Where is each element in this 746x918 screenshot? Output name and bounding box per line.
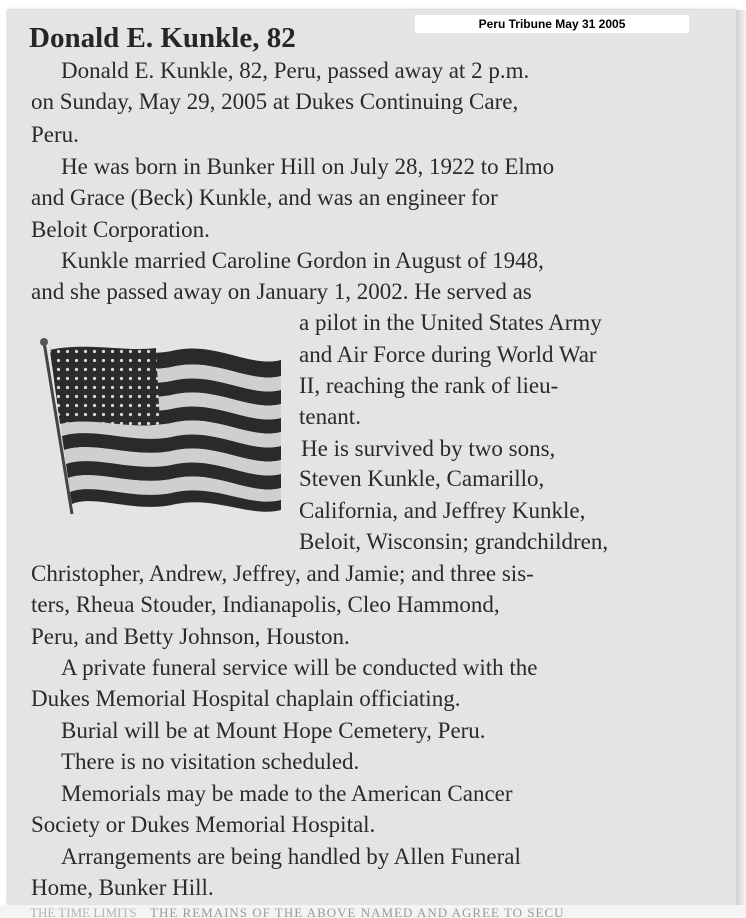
body-line: Beloit, Wisconsin; grandchildren,	[299, 529, 609, 554]
body-line: ters, Rheua Stouder, Indianapolis, Cleo Hammond,	[31, 592, 500, 617]
body-line: Home, Bunker Hill.	[31, 875, 214, 900]
body-line: Beloit Corporation.	[31, 217, 210, 242]
body-line: Christopher, Andrew, Jeffrey, and Jamie; and three sis-	[31, 561, 534, 586]
source-caption: Peru Tribune May 31 2005	[415, 15, 689, 33]
american-flag-icon	[36, 338, 286, 518]
body-line: Burial will be at Mount Hope Cemetery, Peru.	[61, 718, 486, 743]
body-line: II, reaching the rank of lieu-	[299, 373, 559, 398]
body-line: There is no visitation scheduled.	[61, 749, 360, 774]
body-line: He was born in Bunker Hill on July 28, 1922 to Elmo	[61, 154, 555, 179]
body-line: Donald E. Kunkle, 82, Peru, passed away at 2 p.m.	[61, 58, 530, 83]
body-line: He is survived by two sons,	[301, 436, 556, 461]
bottom-strip	[0, 905, 746, 918]
body-line: and Air Force during World War	[299, 342, 597, 367]
body-line: on Sunday, May 29, 2005 at Dukes Continuing Care,	[31, 89, 519, 114]
body-line: tenant.	[299, 404, 361, 429]
body-line: a pilot in the United States Army	[299, 310, 602, 335]
page-edge	[736, 10, 746, 905]
body-line: Dukes Memorial Hospital chaplain officiating.	[31, 686, 461, 711]
body-line: Steven Kunkle, Camarillo,	[299, 466, 545, 491]
body-line: A private funeral service will be conducted with the	[61, 655, 538, 680]
body-line: Peru, and Betty Johnson, Houston.	[31, 624, 350, 649]
body-line: and she passed away on January 1, 2002. He served as	[31, 279, 532, 304]
body-line: California, and Jeffrey Kunkle,	[299, 498, 586, 523]
body-line: Society or Dukes Memorial Hospital.	[31, 812, 376, 837]
bottom-cutoff-text: THE REMAINS OF THE ABOVE NAMED AND AGREE TO SECU	[150, 905, 565, 918]
bottom-left-text: THE TIME LIMITS	[30, 905, 137, 918]
body-line: Arrangements are being handled by Allen Funeral	[61, 844, 521, 869]
body-line: Memorials may be made to the American Cancer	[61, 781, 513, 806]
body-line: Kunkle married Caroline Gordon in August of 1948,	[61, 248, 544, 273]
obituary-headline: Donald E. Kunkle, 82	[29, 22, 296, 54]
body-line: Peru.	[31, 122, 79, 147]
body-line: and Grace (Beck) Kunkle, and was an engineer for	[31, 185, 498, 210]
